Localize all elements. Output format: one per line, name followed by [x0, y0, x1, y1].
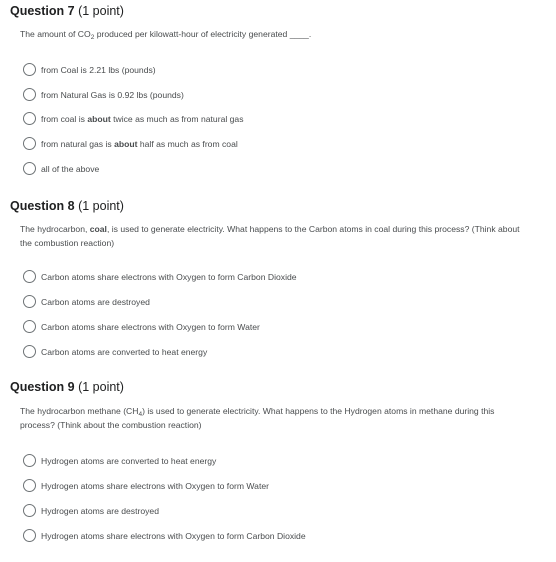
prompt-subscript: 2 — [90, 34, 95, 41]
radio-button[interactable] — [23, 63, 36, 76]
option-label: Carbon atoms share electrons with Oxygen to form Water — [41, 321, 260, 332]
question-prompt — [20, 28, 520, 42]
prompt-text: ) is used to generate electricity. What happens to the Hydrogen atoms in methane during this process? (Think about the combustion reaction) — [20, 406, 495, 430]
option-label: Hydrogen atoms are destroyed — [41, 505, 159, 516]
answer-option[interactable] — [23, 343, 207, 360]
question-number: Question 7 — [10, 4, 75, 18]
answer-option[interactable] — [23, 268, 297, 285]
radio-button[interactable] — [23, 479, 36, 492]
option-label: Carbon atoms share electrons with Oxygen to form Carbon Dioxide — [41, 271, 297, 282]
radio-button[interactable] — [23, 88, 36, 101]
question-title — [10, 4, 124, 18]
answer-option[interactable] — [23, 61, 156, 78]
option-label: Hydrogen atoms are converted to heat energy — [41, 455, 217, 466]
question-points: (1 point) — [78, 4, 124, 18]
question-points: (1 point) — [78, 380, 124, 394]
radio-button[interactable] — [23, 295, 36, 308]
option-label: from Coal is 2.21 lbs (pounds) — [41, 64, 156, 75]
answer-option[interactable] — [23, 452, 216, 469]
answer-option[interactable] — [23, 318, 260, 335]
question-prompt — [20, 223, 520, 250]
radio-button[interactable] — [23, 137, 36, 150]
answer-option[interactable] — [23, 477, 269, 494]
question-title — [10, 199, 124, 213]
option-label: Carbon atoms are destroyed — [41, 296, 150, 307]
prompt-subscript: 4 — [138, 411, 143, 418]
answer-option[interactable] — [23, 110, 244, 127]
question-points: (1 point) — [78, 199, 124, 213]
prompt-text: , is used to generate electricity. What happens to the Carbon atoms in coal during this process? (Think about the combustion reaction) — [20, 224, 520, 248]
answer-option[interactable] — [23, 502, 159, 519]
prompt-text: The amount of CO — [20, 29, 91, 39]
radio-button[interactable] — [23, 112, 36, 125]
question-number: Question 8 — [10, 199, 75, 213]
option-label: from coal is about twice as much as from natural gas — [41, 113, 244, 124]
radio-button[interactable] — [23, 454, 36, 467]
option-label: Hydrogen atoms share electrons with Oxygen to form Carbon Dioxide — [41, 530, 306, 541]
option-label: Carbon atoms are converted to heat energy — [41, 346, 208, 357]
question-number: Question 9 — [10, 380, 75, 394]
question-prompt — [20, 405, 520, 432]
option-label: from natural gas is about half as much as from coal — [41, 138, 238, 149]
option-label: all of the above — [41, 163, 100, 174]
prompt-bold-text: coal — [89, 224, 107, 234]
answer-option[interactable] — [23, 293, 150, 310]
answer-option[interactable] — [23, 160, 99, 177]
prompt-text: The hydrocarbon, — [20, 224, 90, 234]
answer-option[interactable] — [23, 86, 184, 103]
radio-button[interactable] — [23, 529, 36, 542]
radio-button[interactable] — [23, 270, 36, 283]
answer-option[interactable] — [23, 527, 306, 544]
radio-button[interactable] — [23, 504, 36, 517]
radio-button[interactable] — [23, 345, 36, 358]
answer-option[interactable] — [23, 135, 238, 152]
radio-button[interactable] — [23, 162, 36, 175]
option-label: Hydrogen atoms share electrons with Oxygen to form Water — [41, 480, 269, 491]
prompt-text: produced per kilowatt-hour of electricity generated ____. — [94, 29, 312, 39]
question-title — [10, 380, 124, 394]
prompt-text: The hydrocarbon methane (CH — [20, 406, 139, 416]
radio-button[interactable] — [23, 320, 36, 333]
option-label: from Natural Gas is 0.92 lbs (pounds) — [41, 89, 184, 100]
